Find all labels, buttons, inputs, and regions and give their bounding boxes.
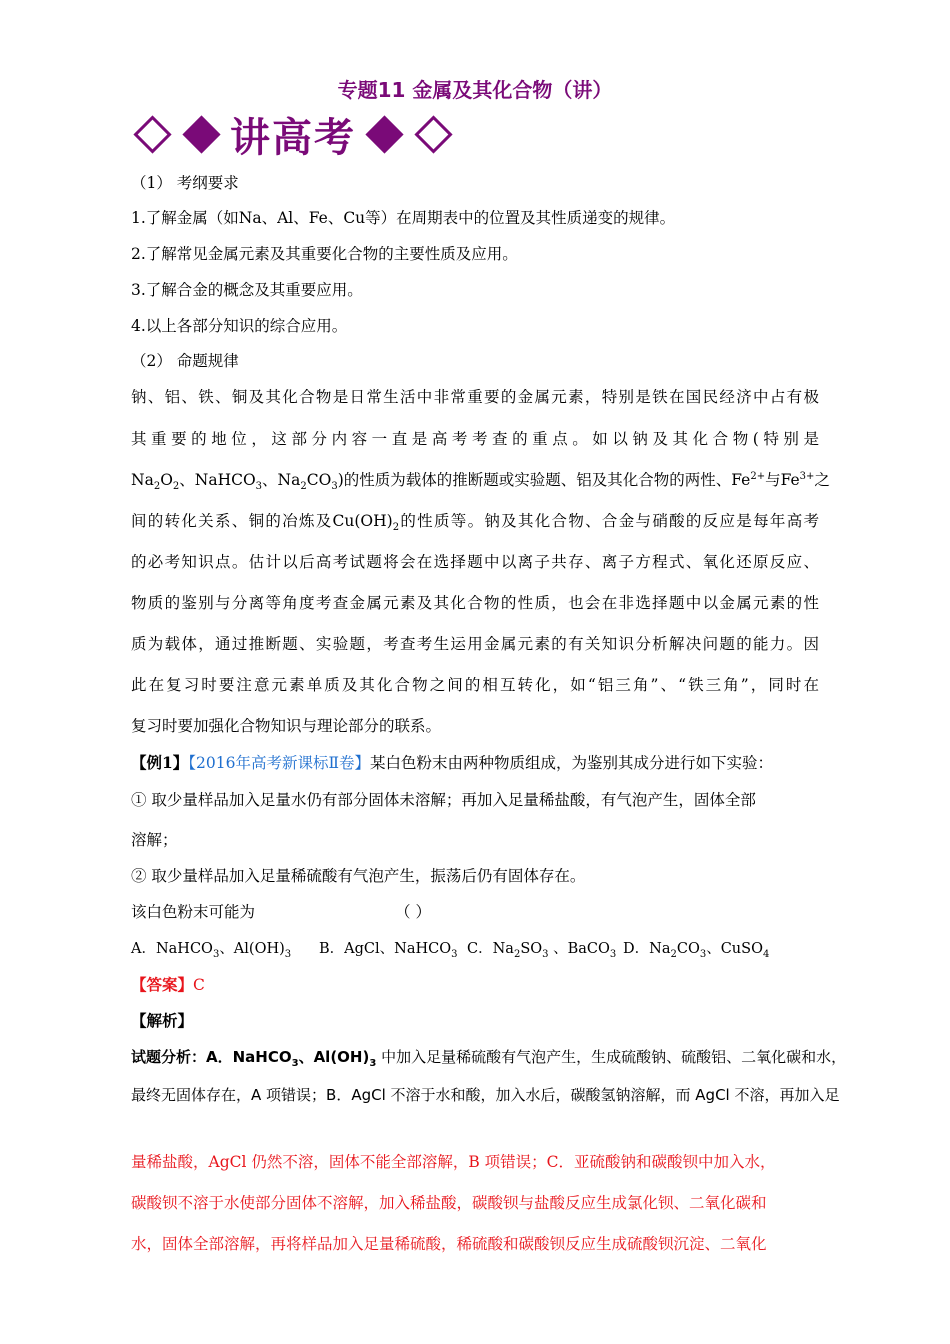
page-title: 专题11 金属及其化合物（讲） [337, 78, 613, 102]
paragraph-line: 其重要的地位，这部分内容一直是高考考查的重点。如以钠及其化合物(特别是 [131, 430, 819, 448]
paragraph-line: 复习时要加强化合物知识与理论部分的联系。 [131, 717, 442, 735]
answer-label: 【答案】 [131, 975, 194, 994]
requirement-item: 4.以上各部分知识的综合应用。 [131, 317, 348, 335]
option-d: D．$Na_2CO_3$、CuSO$_4$ [623, 941, 770, 960]
options-row [131, 938, 769, 960]
paragraph-line: 的必考知识点。估计以后高考试题将会在选择题中以离子共存、离子方程式、氧化还原反应、 [131, 553, 819, 571]
analysis-line: 量稀盐酸，AgCl 仍然不溶，固体不能全部溶解，B 项错误；C．亚硫酸钠和碳酸钡中加入水， [131, 1153, 776, 1171]
option-a: A．NaHCO$_3$、$Al(OH)_3$ [131, 941, 292, 960]
example-question: 该白色粉末可能为 （ ） [131, 903, 431, 921]
section-heading: （2） 命题规律 [131, 352, 239, 370]
requirement-item: 2.了解常见金属元素及其重要化合物的主要性质及应用。 [131, 245, 518, 263]
paragraph-line: $Na_2O_2$、NaHCO$_3$、$Na_2CO_3$)的性质为载体的推断题或实验题、铝及其化合物的两性、$Fe^{2+}$与$Fe^{3+}$之 [131, 470, 830, 493]
solid-diamond-icon [182, 115, 220, 153]
example-step: ② 取少量样品加入足量稀硫酸有气泡产生，振荡后仍有固体存在。 [131, 867, 586, 885]
paragraph-line: 质为载体，通过推断题、实验题，考查考生运用金属元素的有关知识分析解决问题的能力。因 [131, 635, 819, 653]
example-stem: 某白色粉末由两种物质组成，为鉴别其成分进行如下实验： [370, 754, 774, 772]
example-step: 溶解； [131, 831, 178, 849]
hollow-diamond-icon [133, 115, 171, 153]
answer-line [131, 974, 205, 996]
analysis-line: 试题分析：A．NaHCO$_3$、$Al(OH)_3$ 中加入足量稀硫酸有气泡产生，生成硫酸钠、硫酸铝、二氧化碳和水， [131, 1048, 847, 1069]
requirement-item: 3.了解合金的概念及其重要应用。 [131, 281, 363, 299]
paragraph-line: 此在复习时要注意元素单质及其化合物之间的相互转化，如“铝三角”、“铁三角”，同时在 [131, 676, 819, 694]
section-heading: （1） 考纲要求 [131, 174, 239, 192]
example-header [131, 752, 773, 774]
analysis-label: 【解析】 [131, 1011, 194, 1030]
analysis-line: 水，固体全部溶解，再将样品加入足量稀硫酸，稀硫酸和碳酸钡反应生成硫酸钡沉淀、二氧化 [131, 1235, 767, 1253]
section-banner [128, 106, 458, 162]
paragraph-line: 物质的鉴别与分离等角度考查金属元素及其化合物的性质，也会在非选择题中以金属元素的性 [131, 594, 819, 612]
banner-title: 讲高考 [230, 114, 356, 161]
example-source: 【2016年高考新课标Ⅱ卷】 [188, 754, 371, 772]
paragraph-line: 钠、铝、铁、铜及其化合物是日常生活中非常重要的金属元素，特别是铁在国民经济中占有极 [131, 388, 819, 406]
example-label: 【例1】 [131, 753, 189, 772]
example-step: ① 取少量样品加入足量水仍有部分固体未溶解；再加入足量稀盐酸，有气泡产生，固体全部 [131, 791, 756, 809]
paragraph-line: 间的转化关系、铜的冶炼及$Cu(OH)_2$的性质等。钠及其化合物、合金与硝酸的反应是每年高考 [131, 512, 819, 534]
analysis-line: 最终无固体存在，A 项错误；B．AgCl 不溶于水和酸，加入水后，碳酸氢钠溶解，而 AgCl 不溶，再加入足 [131, 1086, 840, 1104]
option-c: C．$Na_2SO_3$ 、BaCO$_3$ [467, 941, 617, 960]
answer-blank: （ ） [395, 903, 431, 921]
analysis-line: 碳酸钡不溶于水使部分固体不溶解，加入稀盐酸，碳酸钡与盐酸反应生成氯化钡、二氧化碳和 [131, 1194, 767, 1212]
solid-diamond-icon [365, 115, 403, 153]
option-b: B．AgCl、NaHCO$_3$ [319, 941, 458, 960]
requirement-item: 1.了解金属（如Na、Al、Fe、Cu等）在周期表中的位置及其性质递变的规律。 [131, 209, 676, 227]
hollow-diamond-icon [414, 115, 452, 153]
answer-value: C [193, 976, 205, 994]
